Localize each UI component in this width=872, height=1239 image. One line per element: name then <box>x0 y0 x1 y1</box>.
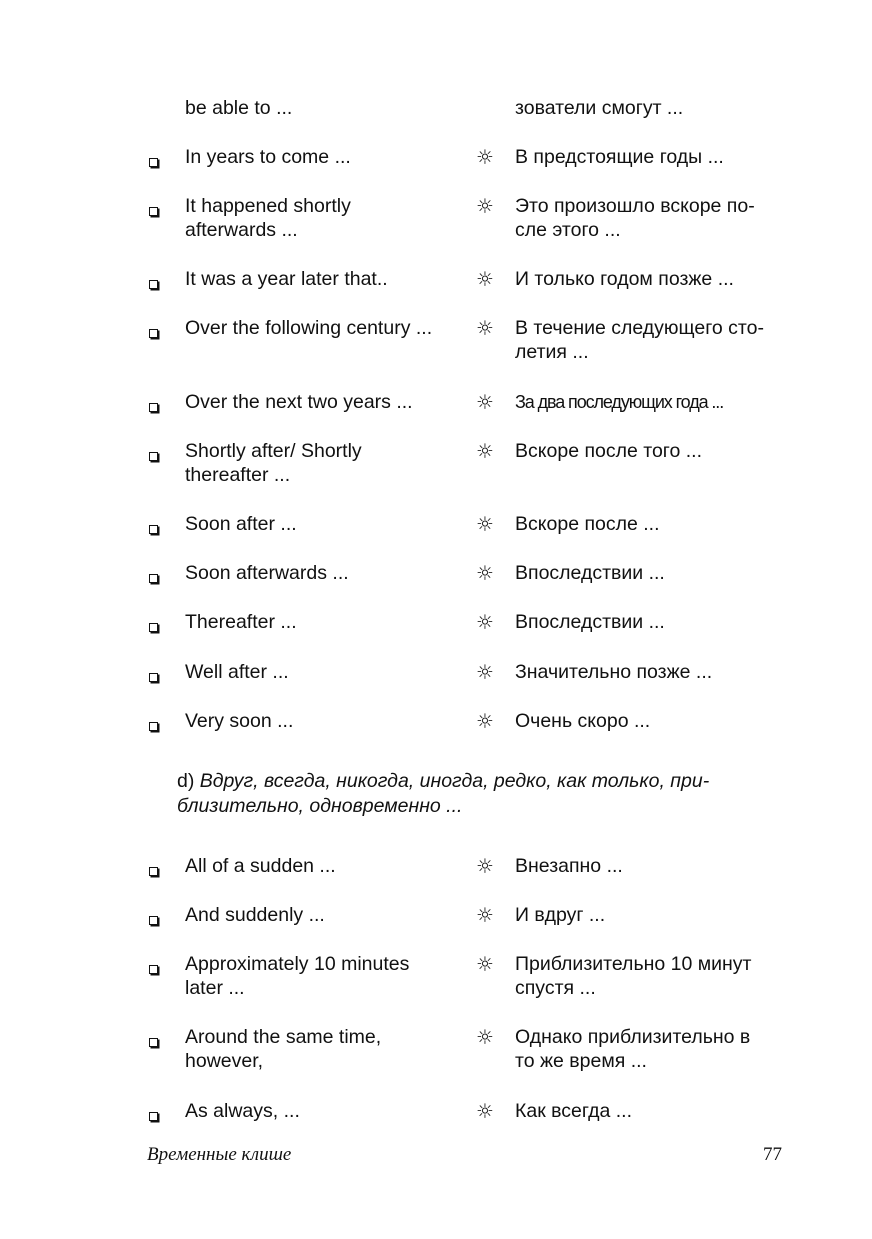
phrase-en-text: It happened shortly afterwards ... <box>185 195 351 241</box>
phrase-ru-text: Вскоре после того ... <box>515 440 703 462</box>
checkbox-square-icon <box>149 1112 158 1121</box>
checkbox-square-icon <box>149 722 158 731</box>
phrase-ru-text: Значительно позже ... <box>515 661 713 683</box>
phrase-row <box>0 709 872 775</box>
section-d-text: Вдруг, всегда, никогда, иногда, редко, как только, при- близительно, одновременно ... <box>177 770 710 817</box>
checkbox-square-icon <box>149 1038 158 1047</box>
phrase-en-text: All of a sudden ... <box>185 855 336 877</box>
phrase-en-text: It was a year later that.. <box>185 268 388 290</box>
section-d-heading <box>177 769 797 819</box>
sun-outline-icon: ☼ <box>476 1025 494 1049</box>
phrase-ru-text: И только годом позже ... <box>515 268 734 290</box>
phrase-en-text: Around the same time, however, <box>185 1026 382 1072</box>
phrase-en-text: As always, ... <box>185 1100 300 1122</box>
checkbox-square-icon <box>149 207 158 216</box>
checkbox-square-icon <box>149 525 158 534</box>
checkbox-square-icon <box>149 280 158 289</box>
phrase-row <box>0 952 872 1018</box>
phrase-ru-text: Приблизительно 10 минут спустя ... <box>515 953 752 999</box>
running-footer-title: Временные клише <box>147 1144 292 1165</box>
phrase-ru-text: В течение следующего сто- летия ... <box>515 317 764 363</box>
checkbox-square-icon <box>149 965 158 974</box>
sun-outline-icon: ☼ <box>476 660 494 684</box>
sun-outline-icon: ☼ <box>476 512 494 536</box>
sun-outline-icon: ☼ <box>476 316 494 340</box>
phrase-row <box>0 439 872 505</box>
sun-outline-icon: ☼ <box>476 903 494 927</box>
checkbox-square-icon <box>149 623 158 632</box>
phrase-ru-text: Внезапно ... <box>515 855 623 877</box>
sun-outline-icon: ☼ <box>476 709 494 733</box>
checkbox-square-icon <box>149 867 158 876</box>
phrase-row <box>0 1025 872 1091</box>
phrase-ru-text: Очень скоро ... <box>515 710 651 732</box>
sun-outline-icon: ☼ <box>476 390 494 414</box>
phrase-row <box>0 194 872 260</box>
checkbox-square-icon <box>149 574 158 583</box>
phrase-ru-text: Это произошло вскоре по- сле этого ... <box>515 195 755 241</box>
sun-outline-icon: ☼ <box>476 439 494 463</box>
continuation-en-text: be able to ... <box>185 97 293 119</box>
phrase-en-text: And suddenly ... <box>185 904 325 926</box>
checkbox-square-icon <box>149 329 158 338</box>
phrase-en-text: Over the next two years ... <box>185 391 413 413</box>
checkbox-square-icon <box>149 158 158 167</box>
phrase-ru-text: Вскоре после ... <box>515 513 660 535</box>
phrase-en-text: Soon after ... <box>185 513 297 535</box>
phrase-ru-text: Как всегда ... <box>515 1100 633 1122</box>
phrase-en-text: Over the following century ... <box>185 317 433 339</box>
checkbox-square-icon <box>149 673 158 682</box>
sun-outline-icon: ☼ <box>476 561 494 585</box>
phrase-en-text: Thereafter ... <box>185 611 297 633</box>
phrase-en-text: Very soon ... <box>185 710 294 732</box>
phrase-ru-text: Однако приблизительно в то же время ... <box>515 1026 751 1072</box>
phrase-ru-text: И вдруг ... <box>515 904 606 926</box>
phrase-en-text: Well after ... <box>185 661 289 683</box>
sun-outline-icon: ☼ <box>476 194 494 218</box>
phrase-ru-text: За два последующих года ... <box>515 392 724 412</box>
phrase-row <box>0 316 872 382</box>
checkbox-square-icon <box>149 916 158 925</box>
phrase-en-text: Soon afterwards ... <box>185 562 349 584</box>
sun-outline-icon: ☼ <box>476 952 494 976</box>
checkbox-square-icon <box>149 452 158 461</box>
phrase-ru-text: Впоследствии ... <box>515 562 665 584</box>
phrase-en-text: Approximately 10 minutes later ... <box>185 953 410 999</box>
sun-outline-icon: ☼ <box>476 610 494 634</box>
sun-outline-icon: ☼ <box>476 854 494 878</box>
sun-outline-icon: ☼ <box>476 1099 494 1123</box>
phrase-en-text: Shortly after/ Shortly thereafter ... <box>185 440 362 486</box>
section-d-prefix: d) <box>177 770 200 792</box>
page-number: 77 <box>763 1144 782 1165</box>
phrase-en-text: In years to come ... <box>185 146 351 168</box>
phrase-ru-text: Впоследствии ... <box>515 611 665 633</box>
phrase-ru-text: В предстоящие годы ... <box>515 146 724 168</box>
sun-outline-icon: ☼ <box>476 267 494 291</box>
sun-outline-icon: ☼ <box>476 145 494 169</box>
checkbox-square-icon <box>149 403 158 412</box>
phrase-row <box>0 1099 872 1165</box>
continuation-ru-text: зователи смогут ... <box>515 97 684 119</box>
